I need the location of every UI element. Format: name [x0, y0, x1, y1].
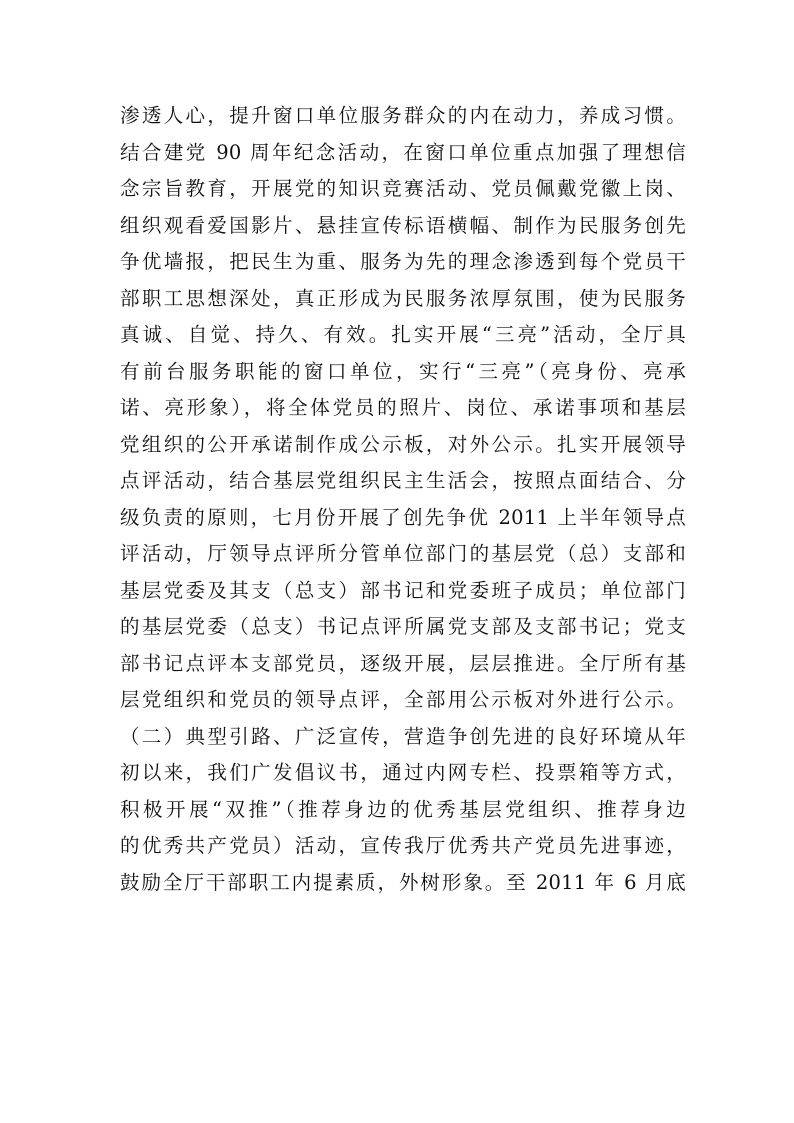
text-line: 积极开展“双推”（推荐身边的优秀基层党组织、推荐身边	[120, 797, 686, 821]
text-line: 层党组织和党员的领导点评，全部用公示板对外进行公示。	[120, 688, 686, 711]
text-line: 点评活动，结合基层党组织民主生活会，按照点面结合、分	[120, 469, 686, 492]
text-line: 有前台服务职能的窗口单位，实行“三亮”（亮身份、亮承	[120, 359, 686, 383]
text-line: 基层党委及其支（总支）部书记和党委班子成员；单位部门	[120, 578, 686, 602]
text-line: 念宗旨教育，开展党的知识竞赛活动、党员佩戴党徽上岗、	[120, 177, 686, 200]
text-line: 组织观看爱国影片、悬挂宣传标语横幅、制作为民服务创先	[120, 213, 686, 237]
text-line: 党组织的公开承诺制作成公示板，对外公示。扎实开展领导	[120, 432, 686, 456]
text-line: 部职工思想深处，真正形成为民服务浓厚氛围，使为民服务	[120, 286, 686, 310]
text-line: 评活动，厅领导点评所分管单位部门的基层党（总）支部和	[120, 542, 686, 565]
body-text	[120, 98, 686, 901]
text-line: 鼓励全厅干部职工内提素质，外树形象。至 2011 年 6 月底	[120, 870, 686, 894]
text-line: 的优秀共产党员）活动，宣传我厅优秀共产党员先进事迹，	[120, 834, 686, 857]
text-line: 诺、亮形象），将全体党员的照片、岗位、承诺事项和基层	[120, 396, 686, 419]
text-line: 结合建党 90 周年纪念活动，在窗口单位重点加强了理想信	[120, 140, 686, 164]
text-line: 的基层党委（总支）书记点评所属党支部及支部书记；党支	[120, 615, 686, 638]
text-line: （二）典型引路、广泛宣传，营造争创先进的良好环境从年	[120, 724, 686, 748]
text-line: 渗透人心，提升窗口单位服务群众的内在动力，养成习惯。	[120, 104, 686, 127]
text-line: 部书记点评本支部党员，逐级开展，层层推进。全厅所有基	[120, 651, 686, 675]
text-line: 真诚、自觉、持久、有效。扎实开展“三亮”活动，全厅具	[120, 323, 686, 346]
text-line: 级负责的原则，七月份开展了创先争优 2011 上半年领导点	[120, 505, 686, 529]
text-line: 初以来，我们广发倡议书，通过内网专栏、投票箱等方式，	[120, 761, 686, 784]
text-line: 争优墙报，把民生为重、服务为先的理念渗透到每个党员干	[120, 250, 686, 273]
